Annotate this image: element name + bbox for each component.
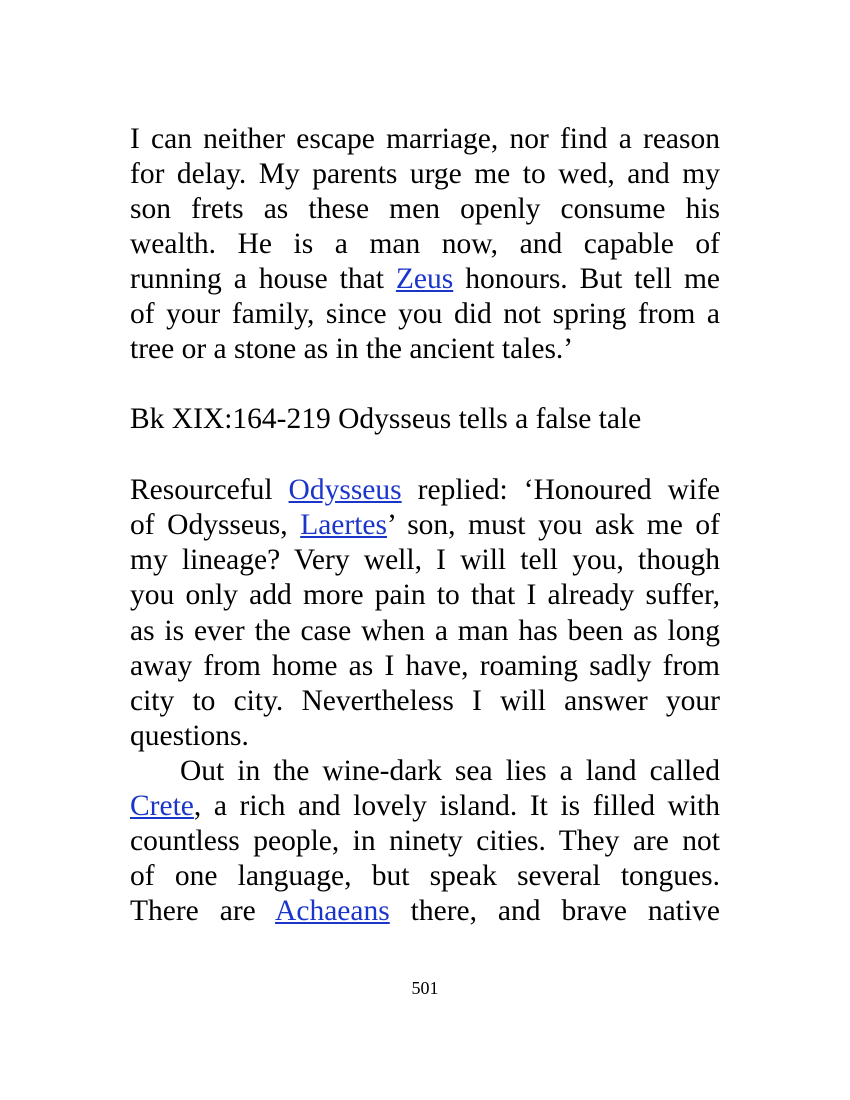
text-line: as is ever the case when a man has been as long	[130, 615, 720, 647]
text-line: I can neither escape marriage, nor find a reason	[130, 123, 720, 155]
text-line: running a house that Zeus honours. But tell me	[130, 263, 720, 295]
page-number: 501	[411, 978, 439, 998]
text-line: son frets as these men openly consume his	[130, 193, 720, 225]
text-line: of one language, but speak several tongues.	[130, 860, 720, 892]
link-achaeans[interactable]: Achaeans	[275, 895, 390, 927]
text-line: countless people, in ninety cities. They are not	[130, 825, 720, 857]
text-line: Crete, a rich and lovely island. It is filled with	[130, 790, 720, 822]
text-line: tree or a stone as in the ancient tales.’	[130, 333, 574, 365]
link-crete[interactable]: Crete	[130, 790, 194, 822]
text-line: There are Achaeans there, and brave native	[130, 895, 720, 927]
text-line: Resourceful Odysseus replied: ‘Honoured wife	[130, 474, 720, 506]
text-line: my lineage? Very well, I will tell you, though	[130, 544, 720, 576]
text-line: for delay. My parents urge me to wed, and my	[130, 158, 720, 190]
text-line: Out in the wine-dark sea lies a land called	[180, 755, 720, 787]
text-line: you only add more pain to that I already suffer,	[130, 579, 720, 611]
link-laertes[interactable]: Laertes	[300, 509, 387, 541]
link-odysseus[interactable]: Odysseus	[288, 474, 402, 506]
text-line: of your family, since you did not spring from a	[130, 298, 720, 330]
text-line: wealth. He is a man now, and capable of	[130, 228, 720, 260]
link-zeus[interactable]: Zeus	[395, 263, 454, 295]
text-line: of Odysseus, Laertes’ son, must you ask me of	[130, 509, 720, 541]
text-line: city to city. Nevertheless I will answer your	[130, 685, 720, 717]
text-line: away from home as I have, roaming sadly from	[130, 650, 720, 682]
section-heading: Bk XIX:164-219 Odysseus tells a false tale	[130, 403, 642, 435]
text-line: questions.	[130, 720, 249, 752]
